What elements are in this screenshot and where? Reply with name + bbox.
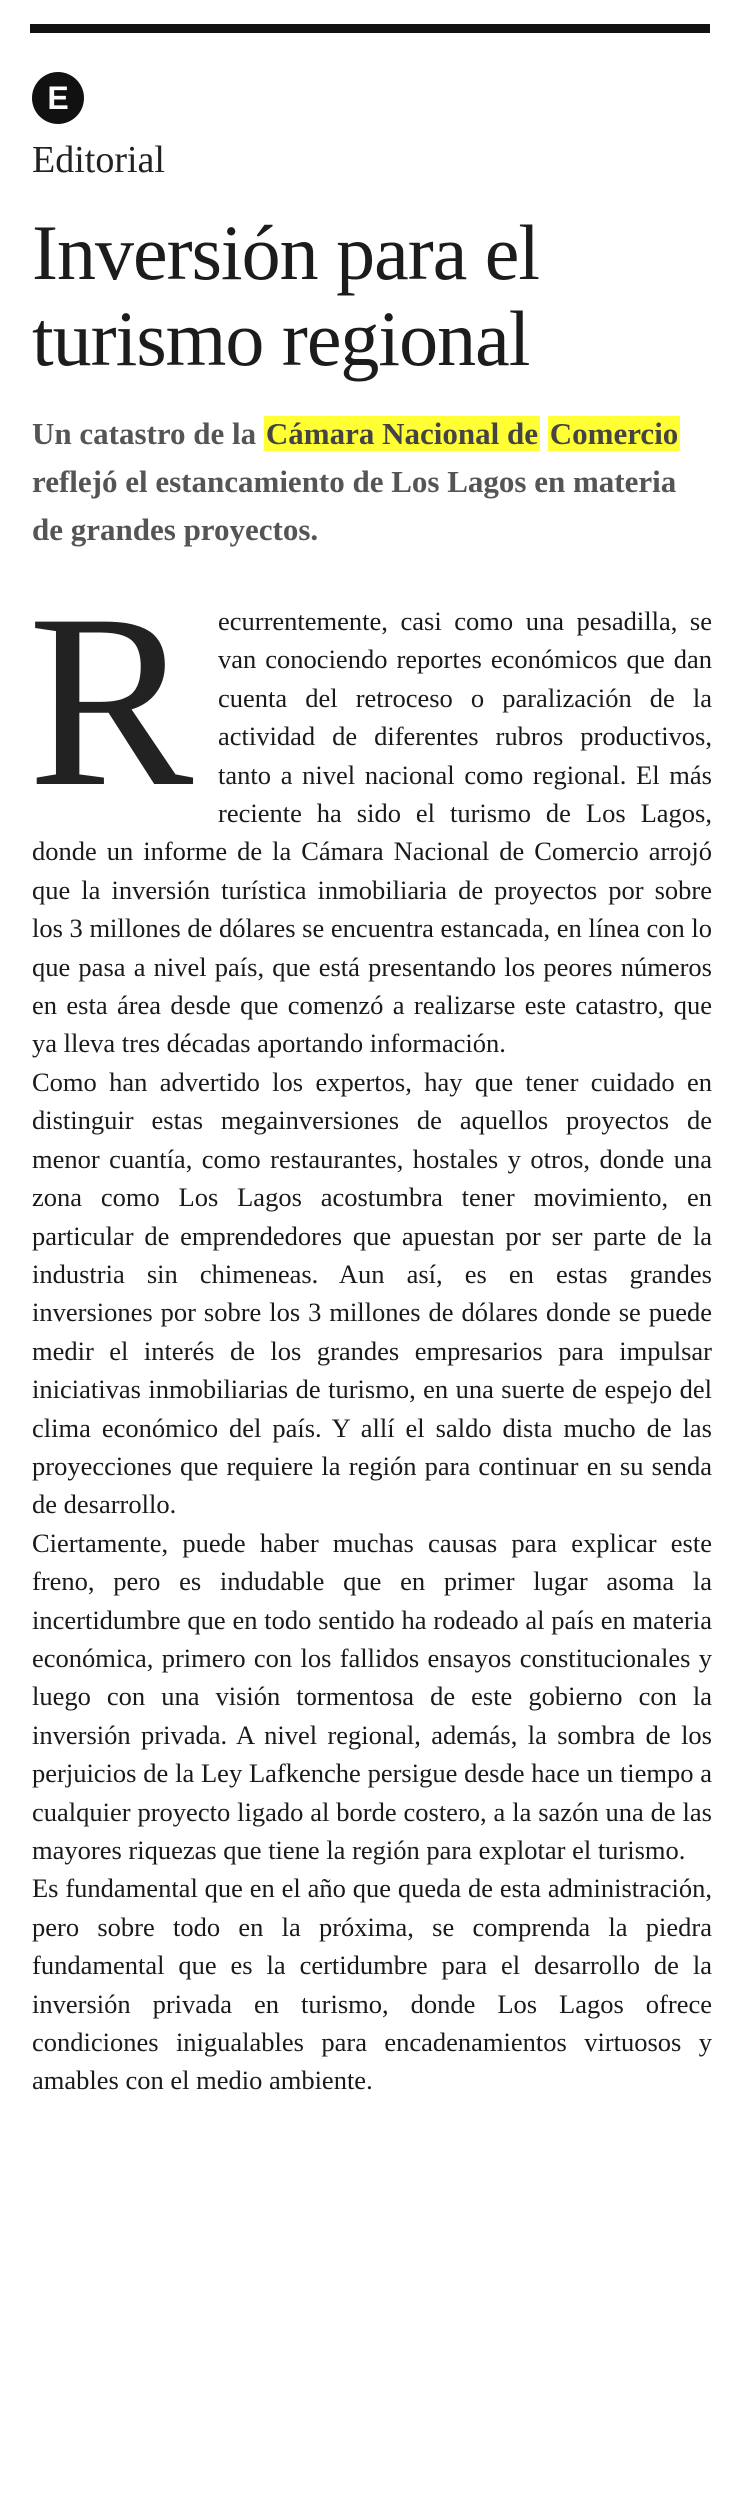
lead-highlight-2: Comercio (549, 416, 679, 451)
lead-paragraph (32, 410, 712, 554)
body-paragraph-3: Ciertamente, puede haber muchas causas para explicar este freno, pero es indudable que en primer lugar asoma la incertidumbre que en todo sentido ha rodeado al país en materia económica, primero con los fallidos ensayos constitucionales y luego con una visión tormentosa de este gobierno con la inversión privada. A nivel regional, además, la sombra de los perjuicios de la Ley Lafkenche persigue desde hace un tiempo a cualquier proyecto ligado al borde costero, a la sazón una de las mayores riquezas que tiene la región para explotar el turismo. (32, 1527, 712, 1865)
lead-text-2 (540, 416, 548, 451)
body-paragraph-4: Es fundamental que en el año que queda de esta administración, pero sobre todo en la próxima, se comprenda la piedra fundamental que es la certidumbre para el desarrollo de la inversión privada en turismo, donde Los Lagos ofrece condiciones inigualables para encadenamientos virtuosos y amables con el medio ambiente. (32, 1873, 712, 2096)
body-paragraph-2: Como han advertido los expertos, hay que tener cuidado en distinguir estas megainversiones de aquellos proyectos de menor cuantía, como restaurantes, hostales y otros, donde una zona como Los Lagos acostumbra tener movimiento, en particular de emprendedores que apuestan por ser parte de la industria sin chimeneas. Aun así, es en estas grandes inversiones por sobre los 3 millones de dólares donde se puede medir el interés de los grandes empresarios para impulsar iniciativas inmobiliarias de turismo, en una suerte de espejo del clima económico del país. Y allí el saldo dista mucho de las proyecciones que requiere la región para continuar en su senda de desarrollo. (32, 1066, 712, 1520)
body-paragraph-1-text: ecurrentemente, casi como una pesadilla, se van conociendo reportes económicos que dan cuenta del retroceso o paralización de la actividad de diferentes rubros productivos, tanto a nivel nacional como regional. El más reciente ha sido el turismo de Los Lagos, donde un informe de la Cámara Nacional de Comercio arrojó que la inversión turística inmobiliaria de proyectos por sobre los 3 millones de dólares se encuentra estancada, en línea con lo que pasa a nivel país, que está presentando los peores números en esta área desde que comenzó a realizarse este catastro, que ya lleva tres décadas aportando información. (32, 606, 712, 1059)
lead-text-1: Un catastro de la (32, 416, 264, 451)
editorial-article (30, 0, 710, 2520)
top-rule (30, 24, 710, 33)
lead-text-3: reflejó el estancamiento de Los Lagos en materia de grandes proyectos. (32, 464, 677, 547)
lead-highlight-1: Cámara Nacional de (265, 416, 539, 451)
headline-line-1: Inversión para el (32, 209, 540, 296)
section-label: Editorial (32, 139, 165, 181)
body-paragraph-1 (28, 563, 712, 1063)
headline (32, 210, 712, 382)
drop-cap: R (28, 563, 194, 838)
article-body (28, 563, 712, 2100)
editorial-badge: E (32, 72, 84, 124)
headline-line-2: turismo regional (32, 295, 530, 382)
